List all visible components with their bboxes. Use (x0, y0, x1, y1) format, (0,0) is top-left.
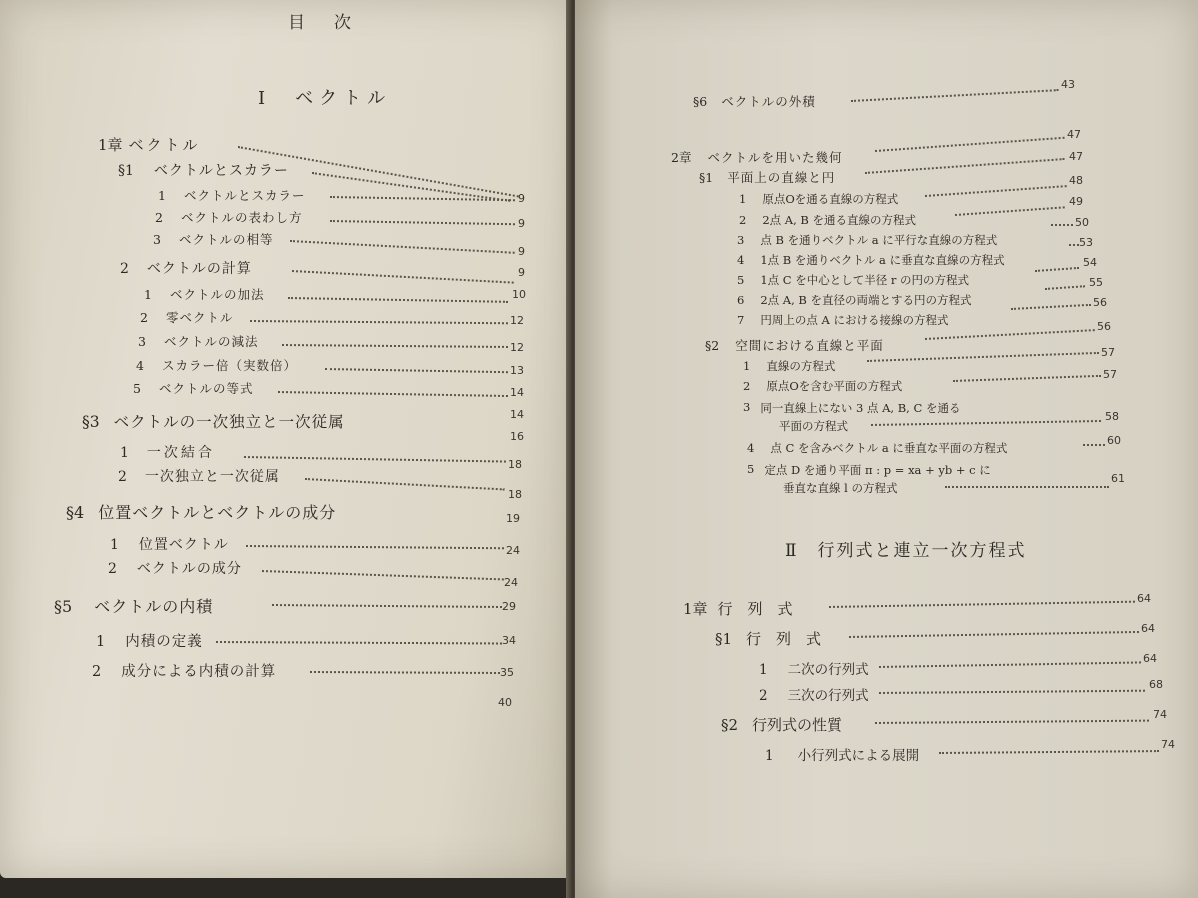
leader-dots (246, 545, 504, 549)
section-title: 平面上の直線と円 (727, 170, 836, 185)
item-title: 1点 B を通りベクトル a に垂直な直線の方程式 (760, 253, 1005, 267)
item-title: 点 B を通りベクトル a に平行な直線の方程式 (760, 233, 998, 247)
page-number: 64 (1137, 592, 1151, 605)
item-entry (737, 272, 969, 288)
section-entry (699, 168, 835, 186)
item-title: 内積の定義 (125, 634, 203, 650)
item-number: 1 (765, 748, 774, 764)
leader-dots (925, 185, 1067, 197)
item-entry (96, 630, 203, 651)
leader-dots (282, 344, 508, 348)
section-number: §1 (118, 163, 134, 179)
page-number: 14 (510, 408, 524, 421)
right-page (575, 0, 1198, 898)
item-number: 5 (747, 462, 755, 476)
item-entry (92, 660, 276, 681)
item-title: ベクトルの減法 (163, 334, 259, 349)
page-number: 74 (1153, 708, 1167, 721)
page-number: 49 (1069, 195, 1083, 208)
item-number: 2 (118, 469, 127, 485)
item-number: 1 (743, 359, 751, 373)
item-entry (108, 558, 242, 578)
leader-dots (829, 601, 1135, 608)
chapter-number: 1章 (683, 600, 708, 618)
item-entry (743, 400, 960, 434)
page-number: 19 (506, 512, 520, 525)
page-number: 34 (502, 634, 516, 647)
item-title: ベクトルの相等 (178, 232, 274, 247)
chapter-entry (671, 148, 842, 166)
leader-dots (1069, 244, 1079, 246)
left-page (0, 0, 572, 878)
item-entry (739, 191, 898, 207)
item-entry (138, 332, 258, 350)
section-entry (120, 258, 252, 278)
section-number: §1 (715, 630, 733, 648)
item-title: 零ベクトル (165, 310, 234, 325)
item-entry (737, 292, 972, 308)
leader-dots (288, 297, 508, 303)
page-number: 43 (1061, 78, 1075, 91)
item-title: 2点 A, B を直径の両端とする円の方程式 (760, 293, 972, 307)
section-entry (705, 336, 884, 354)
item-number: 3 (743, 400, 751, 414)
leader-dots (875, 720, 1149, 724)
item-number: 4 (747, 441, 755, 455)
section-number: §6 (693, 94, 708, 109)
item-entry (155, 208, 302, 226)
page-number: 35 (500, 666, 514, 679)
item-title: 点 C を含みベクトル a に垂直な平面の方程式 (770, 441, 1008, 455)
page-number: 47 (1067, 128, 1081, 141)
chapter-number: 1章 (98, 136, 123, 154)
page-number: 24 (506, 544, 520, 557)
item-number: 7 (737, 313, 745, 327)
section-entry (118, 160, 289, 180)
leader-dots (1045, 285, 1085, 290)
leader-dots (1011, 304, 1091, 310)
leader-dots (325, 368, 508, 373)
page-number: 56 (1097, 320, 1111, 333)
page-number: 10 (512, 288, 526, 301)
item-entry (743, 378, 902, 394)
section-entry (66, 500, 336, 523)
item-number: 2 (140, 310, 148, 325)
item-title: 直線の方程式 (766, 359, 836, 373)
section-number: §3 (82, 413, 100, 431)
item-title: 三次の行列式 (787, 688, 869, 704)
item-entry (120, 442, 215, 462)
item-title: 成分による内積の計算 (121, 664, 277, 680)
item-title-continued: 平面の方程式 (779, 419, 848, 433)
section-title: ベクトルの外積 (721, 94, 816, 109)
page-number: 68 (1149, 678, 1163, 691)
page-number: 18 (508, 458, 522, 471)
chapter-title: ベクトル (128, 136, 201, 154)
item-entry (737, 252, 1005, 268)
section-title: 行 列 式 (746, 630, 822, 648)
page-number: 55 (1089, 276, 1103, 289)
page-number: 9 (518, 245, 525, 258)
leader-dots (865, 158, 1065, 174)
page-number: 58 (1105, 410, 1119, 423)
page-number: 16 (510, 430, 524, 443)
page-number: 40 (498, 696, 512, 709)
leader-dots (879, 690, 1145, 694)
section-title: 位置ベクトルとベクトルの成分 (98, 503, 337, 522)
section-number: 2 (120, 261, 129, 277)
leader-dots (939, 750, 1159, 754)
item-number: 2 (108, 561, 117, 577)
section-title: ベクトルの内積 (94, 597, 214, 616)
leader-dots (945, 486, 1109, 488)
item-number: 4 (136, 358, 144, 373)
leader-dots (310, 671, 500, 674)
section-number: §5 (54, 597, 73, 616)
item-number: 3 (138, 334, 146, 349)
page-number: 74 (1161, 738, 1175, 751)
item-title: ベクトルとスカラー (183, 188, 306, 203)
chapter-number: 2章 (671, 150, 692, 165)
item-entry (140, 308, 233, 326)
item-number: 1 (110, 537, 119, 553)
leader-dots (851, 89, 1059, 102)
leader-dots (244, 456, 506, 463)
page-number: 64 (1143, 652, 1157, 665)
item-title: 一次結合 (146, 445, 215, 461)
leader-dots (290, 240, 515, 254)
leader-dots (216, 641, 502, 644)
chapter-entry (683, 598, 793, 619)
leader-dots (330, 220, 515, 225)
item-title: 原点Oを含む平面の方程式 (766, 379, 903, 393)
item-number: 1 (144, 287, 152, 302)
item-title-continued: 垂直な直線 l の方程式 (783, 481, 898, 495)
section-number: §4 (66, 503, 85, 522)
item-number: 2 (739, 213, 747, 227)
item-title: ベクトルの表わし方 (180, 210, 303, 225)
item-number: 1 (158, 188, 166, 203)
chapter-entry (98, 134, 201, 155)
page-number: 64 (1141, 622, 1155, 635)
leader-dots (262, 570, 504, 580)
section-entry (82, 410, 345, 432)
leader-dots (955, 206, 1065, 216)
item-entry (759, 658, 869, 678)
item-number: 1 (96, 634, 106, 650)
section-title: ベクトルの一次独立と一次従属 (113, 413, 345, 431)
page-number: 53 (1079, 236, 1093, 249)
item-entry (739, 212, 916, 228)
section-title: 空間における直線と平面 (735, 338, 884, 353)
page-number: 12 (510, 314, 524, 327)
section-entry (54, 594, 213, 617)
item-number: 1 (759, 662, 768, 678)
leader-dots (1035, 267, 1079, 272)
page-number: 9 (518, 192, 525, 205)
item-title: 2点 A, B を通る直線の方程式 (762, 213, 917, 227)
page-number: 57 (1103, 368, 1117, 381)
item-title: 二次の行列式 (787, 662, 869, 678)
leader-dots (292, 270, 514, 284)
part-title: Ⅰ ベクトル (258, 88, 392, 109)
item-number: 1 (120, 445, 129, 461)
page-number: 61 (1111, 472, 1125, 485)
page-number: 47 (1069, 150, 1083, 163)
page-number: 9 (518, 266, 525, 279)
item-entry (133, 379, 253, 397)
item-title: 円周上の点 A における接線の方程式 (760, 313, 949, 327)
section-entry (715, 628, 821, 649)
leader-dots (272, 604, 502, 608)
item-number: 2 (155, 210, 163, 225)
item-entry (110, 534, 229, 554)
leader-dots (925, 329, 1095, 340)
section-number: §1 (699, 170, 714, 185)
item-title: ベクトルの加法 (169, 287, 265, 302)
leader-dots (849, 631, 1139, 638)
item-title: 同一直線上にない 3 点 A, B, C を通る (760, 401, 961, 415)
section-title: ベクトルとスカラー (153, 163, 289, 179)
item-title: 1点 C を中心として半径 r の円の方程式 (760, 273, 970, 287)
item-title: 定点 D を通り平面 π : p = xa + yb + c に (764, 463, 991, 477)
item-number: 5 (133, 381, 141, 396)
page-number: 13 (510, 364, 524, 377)
page-number: 56 (1093, 296, 1107, 309)
page-number: 24 (504, 576, 518, 589)
page-number: 18 (508, 488, 522, 501)
item-entry (759, 684, 869, 704)
item-title: 位置ベクトル (138, 537, 229, 553)
page-number: 54 (1083, 256, 1097, 269)
section-number: §2 (705, 338, 720, 353)
page-number: 60 (1107, 434, 1121, 447)
item-title: 原点Oを通る直線の方程式 (762, 192, 899, 206)
leader-dots (1051, 224, 1073, 226)
item-title: 一次独立と一次従属 (144, 469, 280, 485)
item-entry (747, 462, 991, 496)
item-entry (158, 186, 305, 204)
item-number: 3 (737, 233, 745, 247)
leader-dots (879, 661, 1141, 668)
item-number: 5 (737, 273, 745, 287)
leader-dots (867, 352, 1099, 362)
leader-dots (305, 478, 505, 490)
item-entry (747, 440, 1007, 456)
page-number: 12 (510, 341, 524, 354)
item-number: 6 (737, 293, 745, 307)
part-title: Ⅱ 行列式と連立一次方程式 (785, 541, 1027, 561)
item-entry (765, 744, 919, 764)
item-number: 3 (153, 232, 161, 247)
item-number: 2 (759, 688, 768, 704)
page-number: 14 (510, 386, 524, 399)
item-entry (144, 285, 264, 303)
page-number: 48 (1069, 174, 1083, 187)
leader-dots (1083, 444, 1105, 446)
leader-dots (250, 320, 508, 324)
chapter-title: ベクトルを用いた幾何 (707, 150, 843, 165)
section-entry (693, 92, 816, 110)
item-entry (737, 312, 948, 328)
item-entry (136, 356, 297, 374)
item-entry (153, 230, 273, 248)
toc-header: 目 次 (288, 13, 357, 33)
item-entry (118, 466, 280, 486)
item-number: 2 (743, 379, 751, 393)
page-number: 50 (1075, 216, 1089, 229)
leader-dots (953, 375, 1101, 382)
item-title: ベクトルの成分 (136, 561, 242, 577)
item-entry (743, 358, 835, 374)
item-number: 2 (92, 664, 102, 680)
page-number: 57 (1101, 346, 1115, 359)
item-number: 4 (737, 253, 745, 267)
section-title: ベクトルの計算 (146, 261, 252, 277)
leader-dots (875, 137, 1065, 152)
item-title: 小行列式による展開 (797, 748, 920, 764)
chapter-title: 行 列 式 (717, 600, 793, 618)
item-title: ベクトルの等式 (158, 381, 254, 396)
section-entry (721, 714, 842, 735)
leader-dots (278, 391, 508, 397)
page-number: 9 (518, 217, 525, 230)
item-number: 1 (739, 192, 747, 206)
item-entry (737, 232, 997, 248)
section-title: 行列式の性質 (752, 716, 843, 734)
page-number: 29 (502, 600, 516, 613)
item-title: スカラー倍（実数倍） (161, 358, 297, 373)
section-number: §2 (721, 716, 739, 734)
